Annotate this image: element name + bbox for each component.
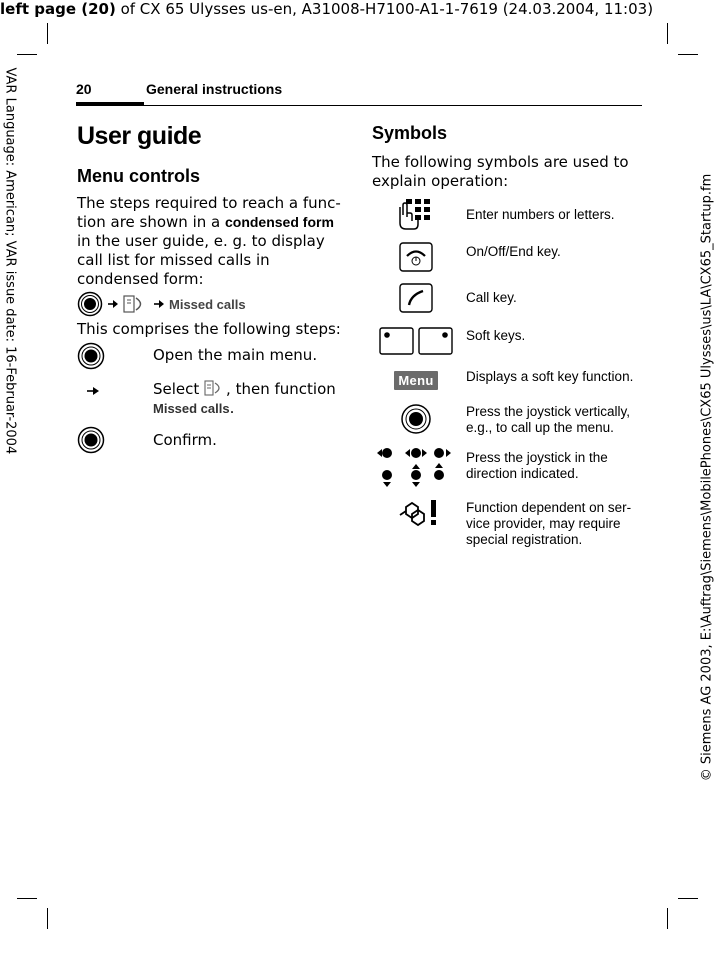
intro-paragraph: The steps required to reach a func-tion are shown in a condensed form in the user guide, e. g. to display call list for missed calls in condensed form:: [77, 194, 341, 288]
section-title: Menu controls: [77, 166, 201, 186]
condensed-form-term: condensed form: [224, 214, 334, 230]
crop-mark: [678, 54, 698, 55]
step-1-text: Open the main menu.: [153, 346, 318, 364]
menu-badge: Menu: [394, 371, 437, 390]
menu-badge-wrap: [377, 368, 455, 392]
banner-lead: left page (20): [0, 0, 116, 18]
right-margin-note: © Siemens AG 2003, E:\Auftrag\Siemens\MobilePhones\CX65 Ulysses\us\LA\CX65_Startup.fm: [699, 173, 715, 782]
keypad-icon: [396, 197, 436, 231]
sequence-label: Missed calls: [169, 296, 246, 312]
joystick-directions-icon: [374, 445, 458, 491]
print-banner: [0, 0, 653, 18]
symbol-5-text: Displays a soft key function.: [466, 369, 634, 384]
header-rule: [76, 105, 642, 106]
symbols-title: Symbols: [372, 123, 448, 143]
joystick-icon: [77, 426, 105, 454]
end-key-icon: [399, 242, 433, 272]
left-margin-note: VAR Language: American; VAR issue date: 16-Februar-2004: [2, 67, 18, 455]
call-key-icon: [399, 283, 433, 313]
step-2-text: Select , then function Missed calls.: [153, 380, 336, 417]
step-1-icon-wrap: [77, 342, 105, 374]
page-number: 20: [76, 81, 92, 97]
soft-keys-icon-wrap: [377, 326, 455, 356]
symbol-2-text: On/Off/End key.: [466, 244, 561, 259]
crop-mark: [17, 898, 37, 899]
banner-rest: of CX 65 Ulysses us-en, A31008-H7100-A1-1-7619 (24.03.2004, 11:03): [115, 0, 654, 18]
function-name: Missed calls: [153, 401, 230, 416]
arrow-right-icon: [86, 385, 100, 397]
symbol-7-text: Press the joystick in the direction indicated.: [466, 450, 608, 481]
symbol-4-text: Soft keys.: [466, 328, 526, 343]
comprises-text: This comprises the following steps:: [77, 320, 341, 338]
provider-function-icon: [398, 498, 448, 528]
call-list-icon: [123, 294, 149, 314]
crop-mark: [47, 908, 48, 929]
symbol-8-text: Function dependent on ser-vice provider, may require special registration.: [466, 500, 632, 547]
call-list-icon: [204, 380, 226, 396]
arrow-right-icon: [107, 298, 119, 310]
joystick-directions-icon-wrap: [374, 445, 458, 491]
page-title: User guide: [77, 122, 202, 150]
joystick-press-icon-wrap: [377, 403, 455, 435]
joystick-press-icon: [400, 403, 432, 435]
crop-mark: [47, 23, 48, 44]
symbol-1-text: Enter numbers or letters.: [466, 207, 615, 222]
condensed-sequence: [77, 290, 246, 318]
call-key-icon-wrap: [377, 283, 455, 313]
crop-mark: [17, 54, 37, 55]
symbol-6-text: Press the joystick vertically, e.g., to call up the menu.: [466, 404, 631, 435]
crop-mark: [667, 23, 668, 44]
provider-function-icon-wrap: [398, 498, 448, 528]
soft-keys-icon: [379, 327, 453, 355]
symbol-3-text: Call key.: [466, 290, 517, 305]
crop-mark: [667, 908, 668, 929]
joystick-icon: [77, 342, 105, 370]
step-3-text: Confirm.: [153, 431, 217, 449]
joystick-icon: [77, 291, 103, 317]
end-key-icon-wrap: [377, 242, 455, 272]
crop-mark: [678, 898, 698, 899]
step-3-icon-wrap: [77, 426, 105, 458]
arrow-right-icon: [153, 298, 165, 310]
keypad-icon-wrap: [377, 196, 455, 232]
running-head: General instructions: [146, 81, 283, 97]
symbols-intro: The following symbols are used to explain operation:: [372, 153, 629, 190]
step-2-icon-wrap: [86, 382, 100, 401]
